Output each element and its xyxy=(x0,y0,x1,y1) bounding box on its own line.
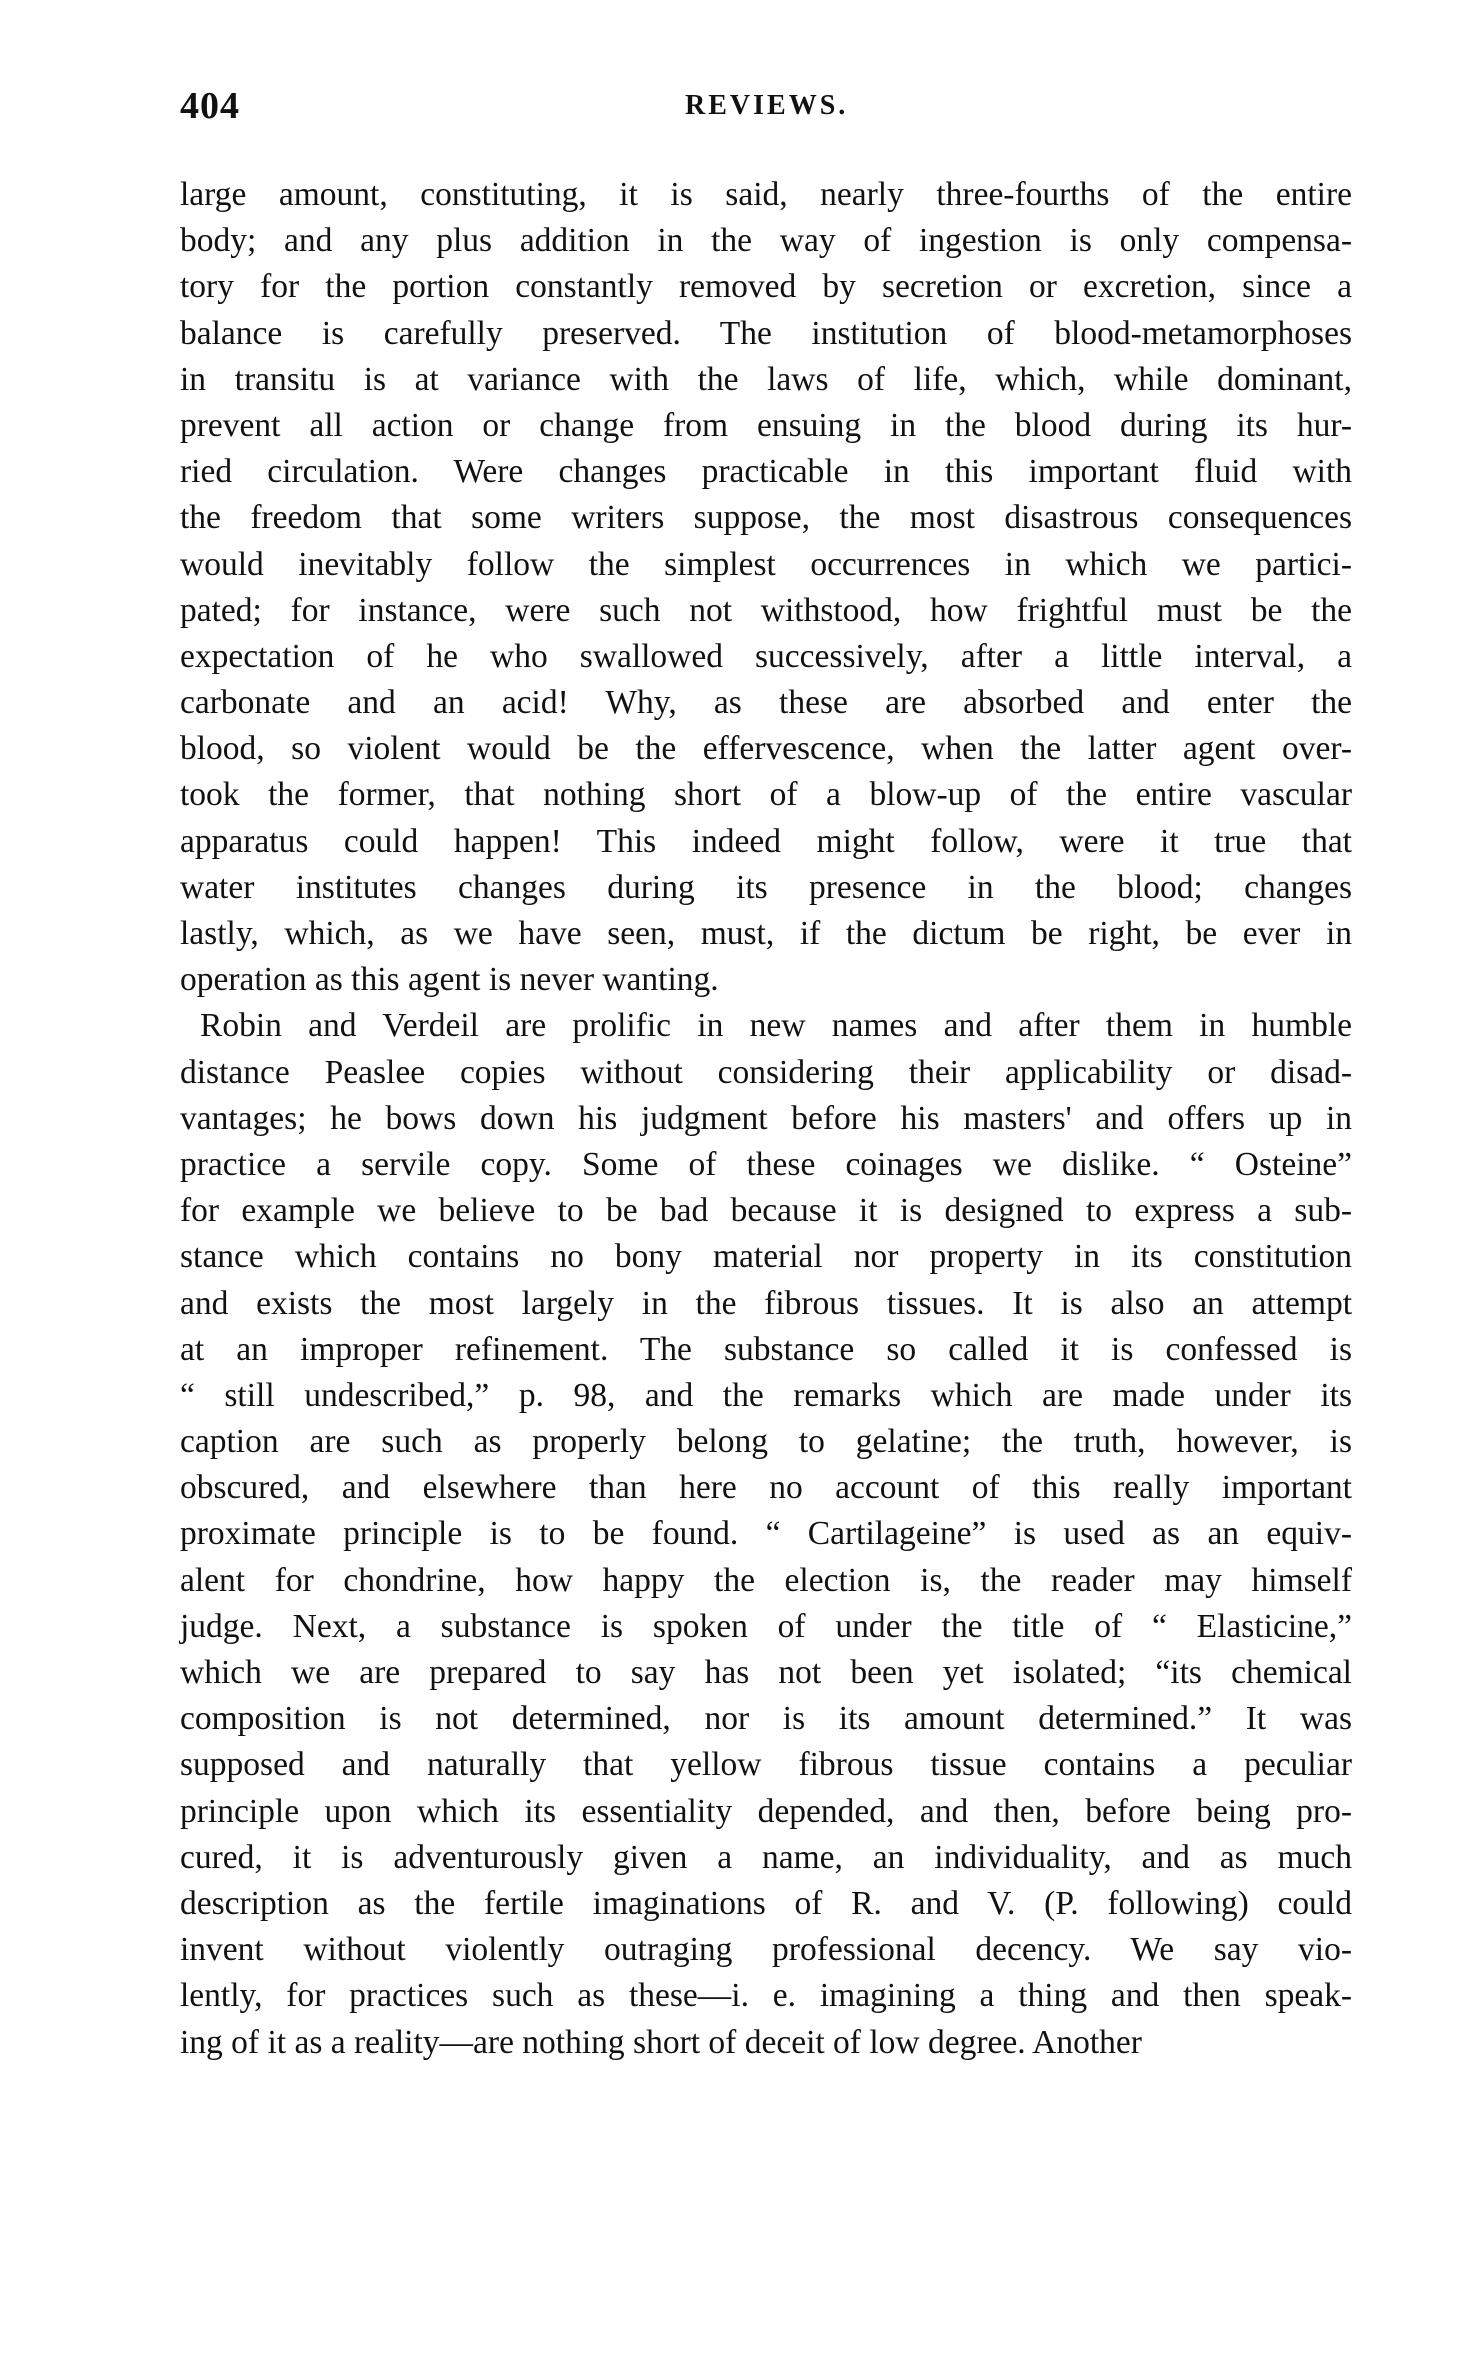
text-line: large amount, constituting, it is said, nearly three-fourths of the entire xyxy=(180,176,1352,213)
paragraph xyxy=(180,1003,1352,2065)
text-line: caption are such as properly belong to gelatine; the truth, however, is xyxy=(180,1423,1352,1461)
text-line: ried circulation. Were changes practicable in this important fluid with xyxy=(180,453,1352,491)
text-line: at an improper refinement. The substance so called it is confessed is xyxy=(180,1330,1352,1368)
text-line: lently, for practices such as these—i. e. imagining a thing and then speak- xyxy=(180,1977,1352,2015)
body-text xyxy=(180,172,1352,2066)
text-line: stance which contains no bony material nor property in its constitution xyxy=(180,1238,1352,1276)
text-line: “ still undescribed,” p. 98, and the remarks which are made under its xyxy=(180,1376,1352,1414)
text-line: vantages; he bows down his judgment before his masters' and offers up in xyxy=(180,1099,1352,1137)
text-line: composition is not determined, nor is its amount determined.” It was xyxy=(180,1700,1352,1738)
text-line: description as the fertile imaginations of R. and V. (P. following) could xyxy=(180,1884,1352,1922)
text-line: proximate principle is to be found. “ Cartilageine” is used as an equiv- xyxy=(180,1515,1352,1553)
text-line: balance is carefully preserved. The institution of blood-metamorphoses xyxy=(180,314,1352,352)
text-line: the freedom that some writers suppose, the most disastrous consequences xyxy=(180,499,1352,537)
text-line: lastly, which, as we have seen, must, if the dictum be right, be ever in xyxy=(180,915,1352,952)
text-line: practice a servile copy. Some of these coinages we dislike. “ Osteine” xyxy=(180,1145,1352,1183)
text-line: cured, it is adventurously given a name, an individuality, and as much xyxy=(180,1838,1352,1876)
text-line: in transitu is at variance with the laws of life, which, while dominant, xyxy=(180,360,1352,398)
text-line: distance Peaslee copies without considering their applicability or disad- xyxy=(180,1053,1352,1091)
running-title: REVIEWS. xyxy=(685,90,849,121)
text-line: prevent all action or change from ensuing in the blood during its hur- xyxy=(180,406,1352,444)
text-line: pated; for instance, were such not withstood, how frightful must be the xyxy=(180,591,1352,629)
text-line: blood, so violent would be the effervescence, when the latter agent over- xyxy=(180,730,1352,768)
text-line: obscured, and elsewhere than here no account of this really important xyxy=(180,1469,1352,1507)
text-line: alent for chondrine, how happy the election is, the reader may himself xyxy=(180,1561,1352,1599)
text-line: and exists the most largely in the fibrous tissues. It is also an attempt xyxy=(180,1284,1352,1322)
text-line: for example we believe to be bad because it is designed to express a sub- xyxy=(180,1192,1352,1230)
text-line: ing of it as a reality—are nothing short of deceit of low degree. Another xyxy=(180,2023,1142,2061)
text-line: water institutes changes during its presence in the blood; changes xyxy=(180,868,1352,906)
text-line: would inevitably follow the simplest occurrences in which we partici- xyxy=(180,545,1352,583)
text-line: apparatus could happen! This indeed might follow, were it true that xyxy=(180,822,1352,860)
text-line: supposed and naturally that yellow fibrous tissue contains a peculiar xyxy=(180,1746,1352,1784)
paragraph xyxy=(180,172,1352,1003)
text-line: operation as this agent is never wanting. xyxy=(180,961,719,999)
text-line: expectation of he who swallowed successively, after a little interval, a xyxy=(180,637,1352,675)
text-line: which we are prepared to say has not been yet isolated; “its chemical xyxy=(180,1654,1352,1691)
text-line: judge. Next, a substance is spoken of under the title of “ Elasticine,” xyxy=(180,1607,1352,1645)
text-line: body; and any plus addition in the way of ingestion is only compensa- xyxy=(180,222,1352,260)
running-head xyxy=(180,84,1352,134)
text-line: Robin and Verdeil are prolific in new names and after them in humble xyxy=(200,1007,1352,1045)
text-line: principle upon which its essentiality depended, and then, before being pro- xyxy=(180,1792,1352,1830)
page-number: 404 xyxy=(180,85,240,127)
text-line: tory for the portion constantly removed by secretion or excretion, since a xyxy=(180,268,1352,306)
text-line: invent without violently outraging professional decency. We say vio- xyxy=(180,1931,1352,1969)
text-line: took the former, that nothing short of a blow-up of the entire vascular xyxy=(180,776,1352,814)
text-line: carbonate and an acid! Why, as these are absorbed and enter the xyxy=(180,684,1352,722)
